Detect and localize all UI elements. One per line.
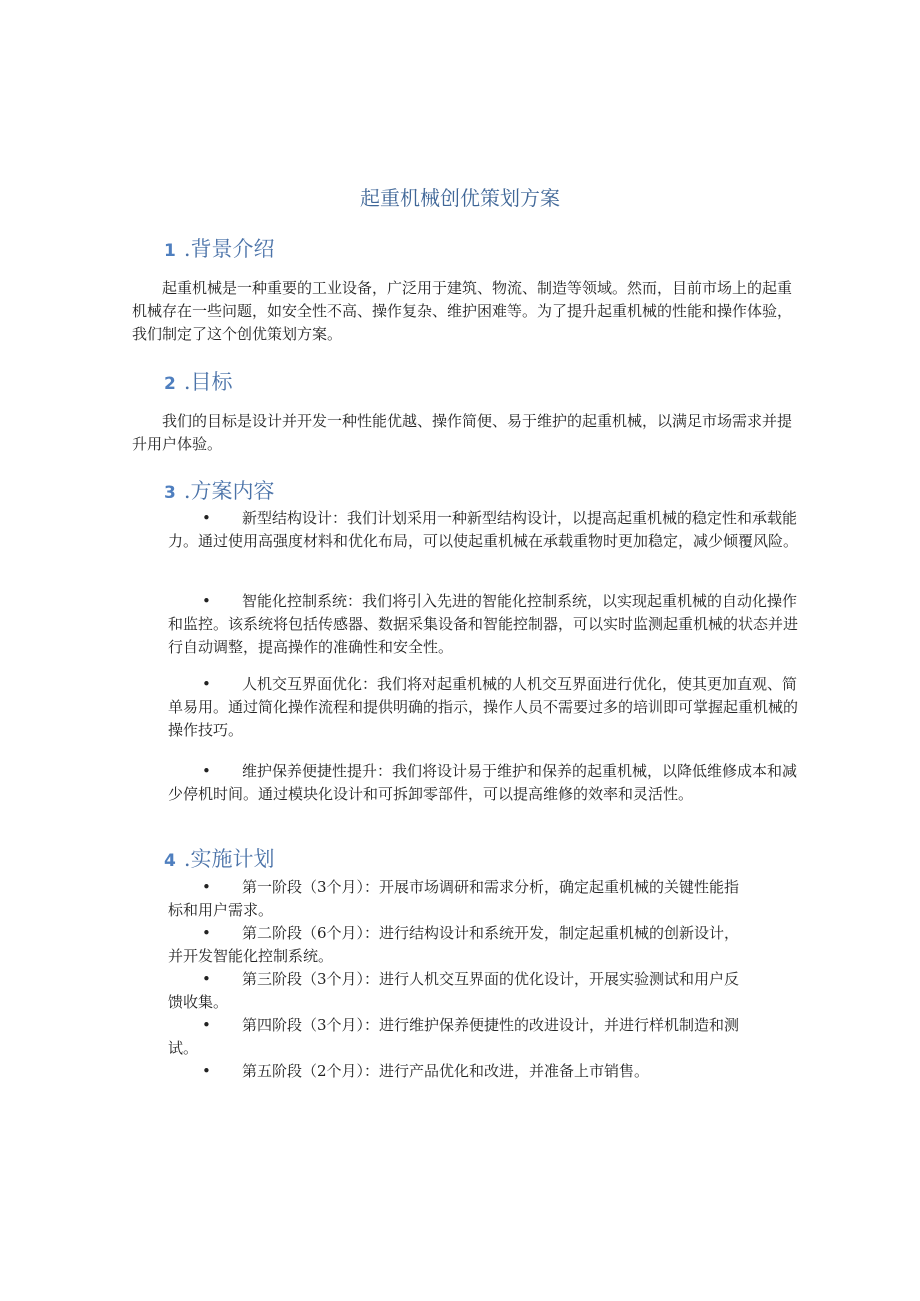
section-3-title: .方案内容 [183,479,275,503]
section-3-number: 3 [164,483,176,503]
list-item-text: 第二阶段（6个月）：进行结构设计和系统开发，制定起重机械的创新设计，并开发智能化控制系统。 [168,924,740,965]
bullet-dot: • [202,1062,211,1080]
list-item [168,968,743,1014]
document-title: 起重机械创优策划方案 [360,186,560,210]
bullet-dot: • [202,924,211,942]
list-item-text: 第五阶段（2个月）：进行产品优化和改进，并准备上市销售。 [242,1062,650,1080]
list-item-text: 新型结构设计：我们计划采用一种新型结构设计，以提高起重机械的稳定性和承载能力。通过使用高强度材料和优化布局，可以使起重机械在承载重物时更加稳定，减少倾覆风险。 [168,509,799,550]
section-1-title: .背景介绍 [183,237,275,261]
list-item [168,507,802,553]
list-item-text: 人机交互界面优化：我们将对起重机械的人机交互界面进行优化，使其更加直观、简单易用。通过简化操作流程和提供明确的指示，操作人员不需要过多的培训即可掌握起重机械的操作技巧。 [168,675,799,739]
section-2-number: 2 [164,374,176,394]
section-3-heading [164,477,275,507]
list-item-text: 第一阶段（3个月）：开展市场调研和需求分析，确定起重机械的关键性能指标和用户需求。 [168,878,740,919]
section-2-title: .目标 [183,370,233,394]
section-4-heading [164,845,275,875]
bullet-dot: • [202,675,211,693]
bullet-dot: • [202,970,211,988]
list-item [168,876,743,922]
list-item [168,922,743,968]
section-1-number: 1 [164,241,176,261]
list-item [168,1060,743,1083]
section-1-paragraph: 起重机械是一种重要的工业设备，广泛用于建筑、物流、制造等领域。然而，目前市场上的起重机械存在一些问题，如安全性不高、操作复杂、维护困难等。为了提升起重机械的性能和操作体验，我们制定了这个创优策划方案。 [132,279,793,343]
section-4-title: .实施计划 [183,847,275,871]
section-2-heading [164,368,233,398]
bullet-dot: • [202,1016,211,1034]
list-item-text: 维护保养便捷性提升：我们将设计易于维护和保养的起重机械，以降低维修成本和减少停机时间。通过模块化设计和可拆卸零部件，可以提高维修的效率和灵活性。 [168,762,798,803]
list-item-text: 第四阶段（3个月）：进行维护保养便捷性的改进设计，并进行样机制造和测试。 [168,1016,740,1057]
section-2-paragraph: 我们的目标是设计并开发一种性能优越、操作简便、易于维护的起重机械，以满足市场需求并提升用户体验。 [132,412,793,453]
bullet-dot: • [202,592,211,610]
list-item-text: 第三阶段（3个月）：进行人机交互界面的优化设计，开展实验测试和用户反馈收集。 [168,970,740,1011]
list-item [168,590,802,659]
bullet-dot: • [202,762,211,780]
section-1-heading [164,235,275,265]
list-item [168,673,802,742]
bullet-dot: • [202,878,211,896]
list-item [168,1014,743,1060]
list-item [168,760,802,806]
list-item-text: 智能化控制系统：我们将引入先进的智能化控制系统，以实现起重机械的自动化操作和监控。该系统将包括传感器、数据采集设备和智能控制器，可以实时监测起重机械的状态并进行自动调整，提高操作的准确性和安全性。 [168,592,799,656]
bullet-dot: • [202,509,211,527]
section-4-number: 4 [164,851,176,871]
